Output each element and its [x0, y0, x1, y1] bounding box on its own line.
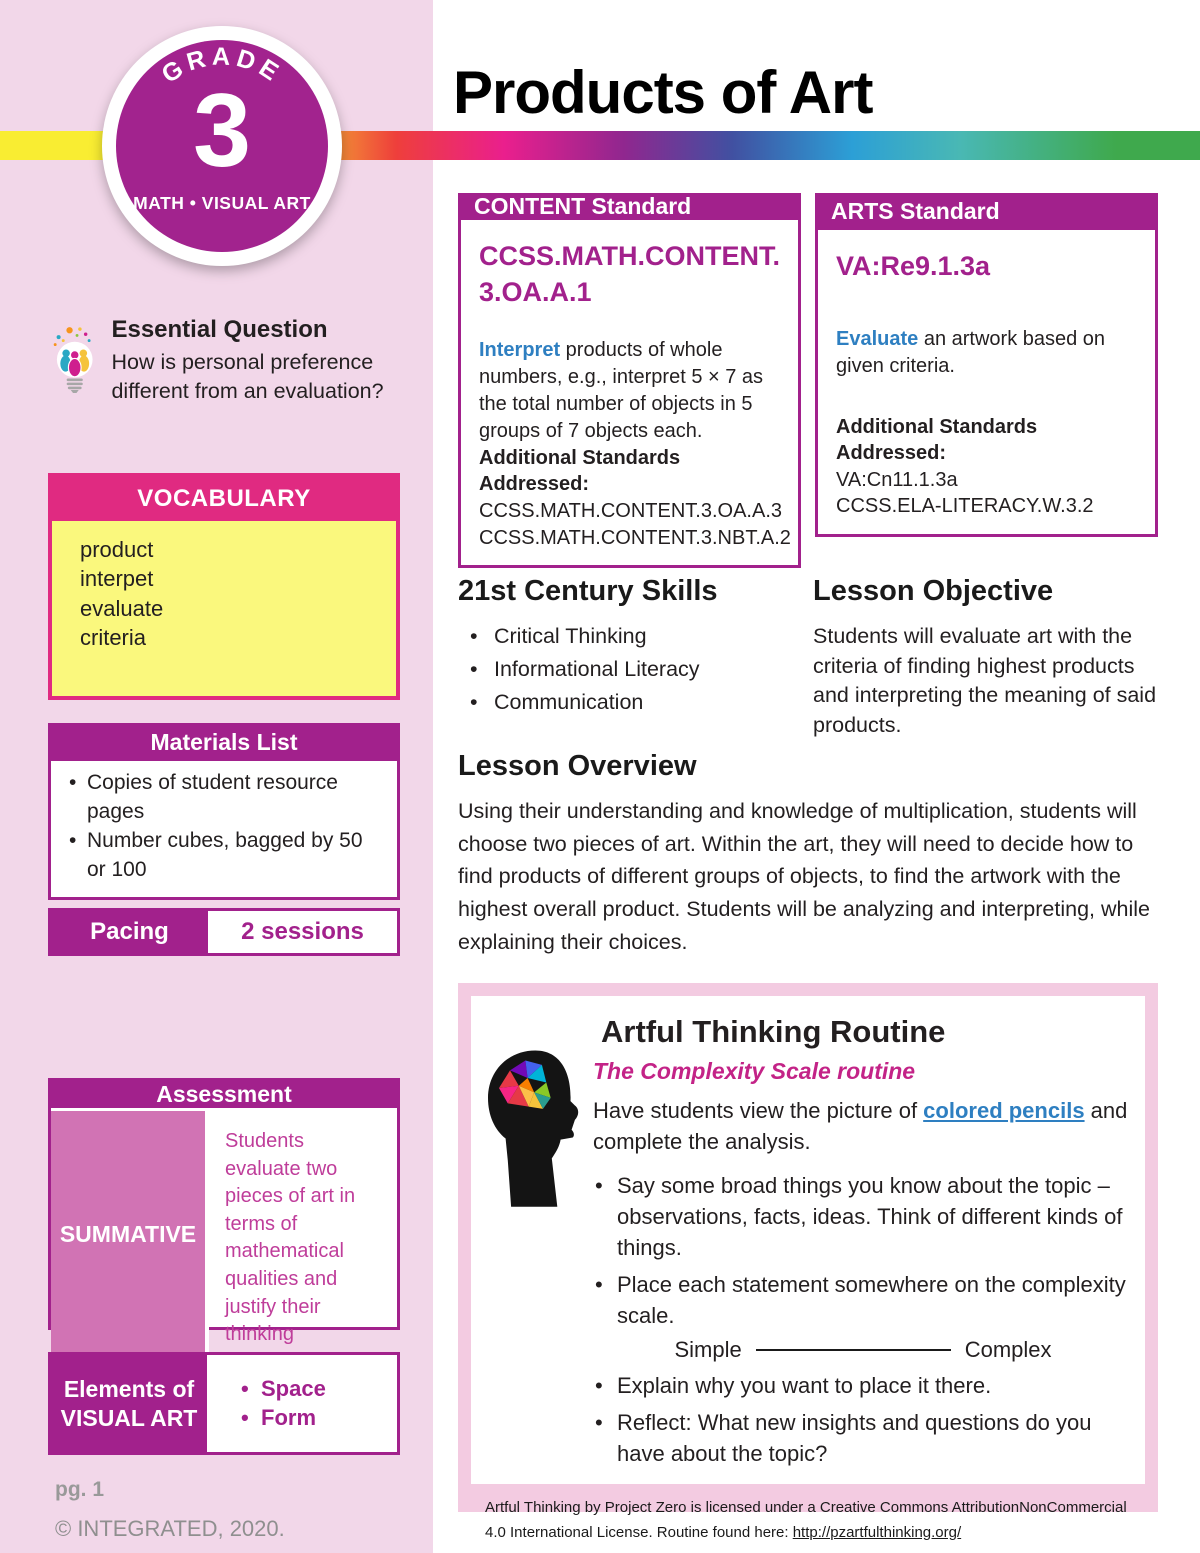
arts-standard-code: VA:Re9.1.3a: [836, 251, 991, 281]
materials-item: • Copies of student resource pages: [65, 769, 387, 827]
pacing-label: Pacing: [51, 911, 208, 953]
element-item: • Space: [241, 1376, 397, 1402]
vocabulary-header: VOCABULARY: [137, 485, 311, 512]
assessment-type: SUMMATIVE: [51, 1108, 209, 1359]
arts-standard-box: [815, 193, 1158, 537]
skill-item: • Critical Thinking: [458, 624, 803, 649]
badge-grade-number: 3: [193, 73, 251, 189]
artful-bullets: [593, 1371, 1133, 1469]
elements-label: Elements of VISUAL ART: [51, 1355, 207, 1452]
arts-additional-standards: [836, 414, 1139, 520]
artful-bullet: • Say some broad things you know about the topic – observations, facts, ideas. Think of different kinds of things.: [593, 1171, 1133, 1263]
scale-right-label: Complex: [964, 1337, 1052, 1363]
scale-line: [756, 1349, 951, 1351]
additional-standard: VA:Cn11.1.3a: [836, 468, 958, 491]
artful-thinking-box: [458, 983, 1158, 1541]
artful-thinking-heading: Artful Thinking Routine: [601, 1014, 946, 1049]
additional-standard: CCSS.MATH.CONTENT.3.NBT.A.2: [479, 526, 791, 549]
skill-item: • Communication: [458, 690, 803, 715]
content-standard-code: CCSS.MATH.CONTENT.3.OA.A.1: [479, 241, 780, 308]
lesson-objective-section: [813, 575, 1163, 741]
copyright: © INTEGRATED, 2020.: [55, 1516, 285, 1541]
essential-question-text: How is personal preference different from an evaluation?: [111, 350, 384, 404]
content-standard-header: CONTENT Standard: [458, 193, 801, 220]
additional-standards-label: Additional Standards Addressed:: [479, 446, 681, 496]
additional-standards-label: Additional Standards Addressed:: [836, 415, 1038, 465]
lesson-objective-heading: Lesson Objective: [813, 575, 1054, 607]
lesson-overview-heading: Lesson Overview: [458, 750, 697, 782]
materials-item: • Number cubes, bagged by 50 or 100: [65, 827, 387, 885]
materials-header: Materials List: [48, 723, 400, 761]
vocabulary-list: [52, 521, 396, 696]
materials-list: [65, 769, 387, 885]
scale-left-label: Simple: [674, 1337, 742, 1363]
intro-text: Have students view the picture of: [593, 1098, 924, 1123]
vocabulary-word: interpet: [80, 566, 154, 592]
colored-pencils-link[interactable]: colored pencils: [923, 1098, 1085, 1123]
lesson-overview-text: Using their understanding and knowledge of multiplication, students will choose two pieces of art. Within the art, they will need to decide how to find products of different groups of objects, to find the artwork with the highest overall product. Students will be analyzing and interpreting, while explaining their choices.: [458, 799, 1150, 954]
elements-of-visual-art-box: [48, 1352, 400, 1455]
pacing-box: [48, 908, 400, 956]
additional-standard: CCSS.MATH.CONTENT.3.OA.A.3: [479, 500, 783, 523]
artful-license-note: [485, 1496, 1131, 1546]
additional-standard: CCSS.ELA-LITERACY.W.3.2: [836, 495, 1094, 518]
artful-thinking-url-link[interactable]: http://pzartfulthinking.org/: [792, 1523, 962, 1541]
materials-box: [48, 723, 400, 900]
arts-standard-header: ARTS Standard: [815, 193, 1158, 230]
arts-standard-highlight: Evaluate: [836, 328, 919, 351]
artful-bullet: • Place each statement somewhere on the complexity scale.: [593, 1270, 1133, 1332]
essential-question-section: [50, 300, 422, 418]
artful-bullet: • Reflect: What new insights and questions do you have about the topic?: [593, 1408, 1133, 1470]
content-standard-highlight: Interpret: [479, 338, 561, 361]
page-number: pg. 1: [55, 1478, 105, 1501]
assessment-box: [48, 1078, 400, 1346]
essential-question-heading: Essential Question: [111, 316, 328, 343]
arts-standard-text: [836, 326, 1139, 380]
page-title: Products of Art: [453, 59, 873, 126]
content-additional-standards: [479, 445, 791, 551]
lightbulb-icon: [50, 300, 99, 418]
content-standard-box: [458, 193, 801, 549]
assessment-description: Students evaluate two pieces of art in terms of mathematical qualities and justify their thinking: [225, 1130, 356, 1346]
element-item: • Form: [241, 1405, 397, 1431]
skills-section: [458, 575, 803, 723]
pacing-value: 2 sessions: [241, 918, 364, 945]
badge-subjects: MATH • VISUAL ART: [133, 193, 311, 213]
vocabulary-word: criteria: [80, 624, 147, 650]
complexity-scale: [593, 1337, 1133, 1363]
vocabulary-box: [48, 473, 400, 700]
artful-bullet: • Explain why you want to place it there.: [593, 1371, 1133, 1402]
intro-text: and complete the analysis.: [593, 1098, 1128, 1155]
license-text: Artful Thinking by Project Zero is licensed under a Creative Commons AttributionNonCommercial 4.0 International License. Routine found here:: [485, 1498, 1127, 1541]
arts-standard-body: an artwork based on given criteria.: [836, 328, 1106, 378]
badge-arc-text: GRADE: [156, 42, 288, 89]
lesson-overview-section: [458, 750, 1166, 958]
artful-thinking-subheading: The Complexity Scale routine: [593, 1058, 916, 1084]
vocabulary-word: product: [80, 537, 154, 562]
grade-badge: [100, 24, 344, 268]
content-standard-body: products of whole numbers, e.g., interpret 5 × 7 as the total number of objects in 5 groups of 7 objects each.: [479, 338, 764, 442]
thinking-head-icon: [477, 1046, 587, 1208]
skill-item: • Informational Literacy: [458, 657, 803, 682]
artful-thinking-intro: [593, 1095, 1133, 1157]
skills-heading: 21st Century Skills: [458, 575, 718, 607]
lesson-objective-text: Students will evaluate art with the criteria of finding highest products and interpreting the meaning of said products.: [813, 624, 1157, 737]
assessment-header: Assessment: [51, 1081, 397, 1108]
vocabulary-word: evaluate: [80, 595, 164, 621]
skills-list: [458, 624, 803, 715]
content-standard-text: [479, 337, 782, 445]
artful-bullets: [593, 1171, 1133, 1331]
